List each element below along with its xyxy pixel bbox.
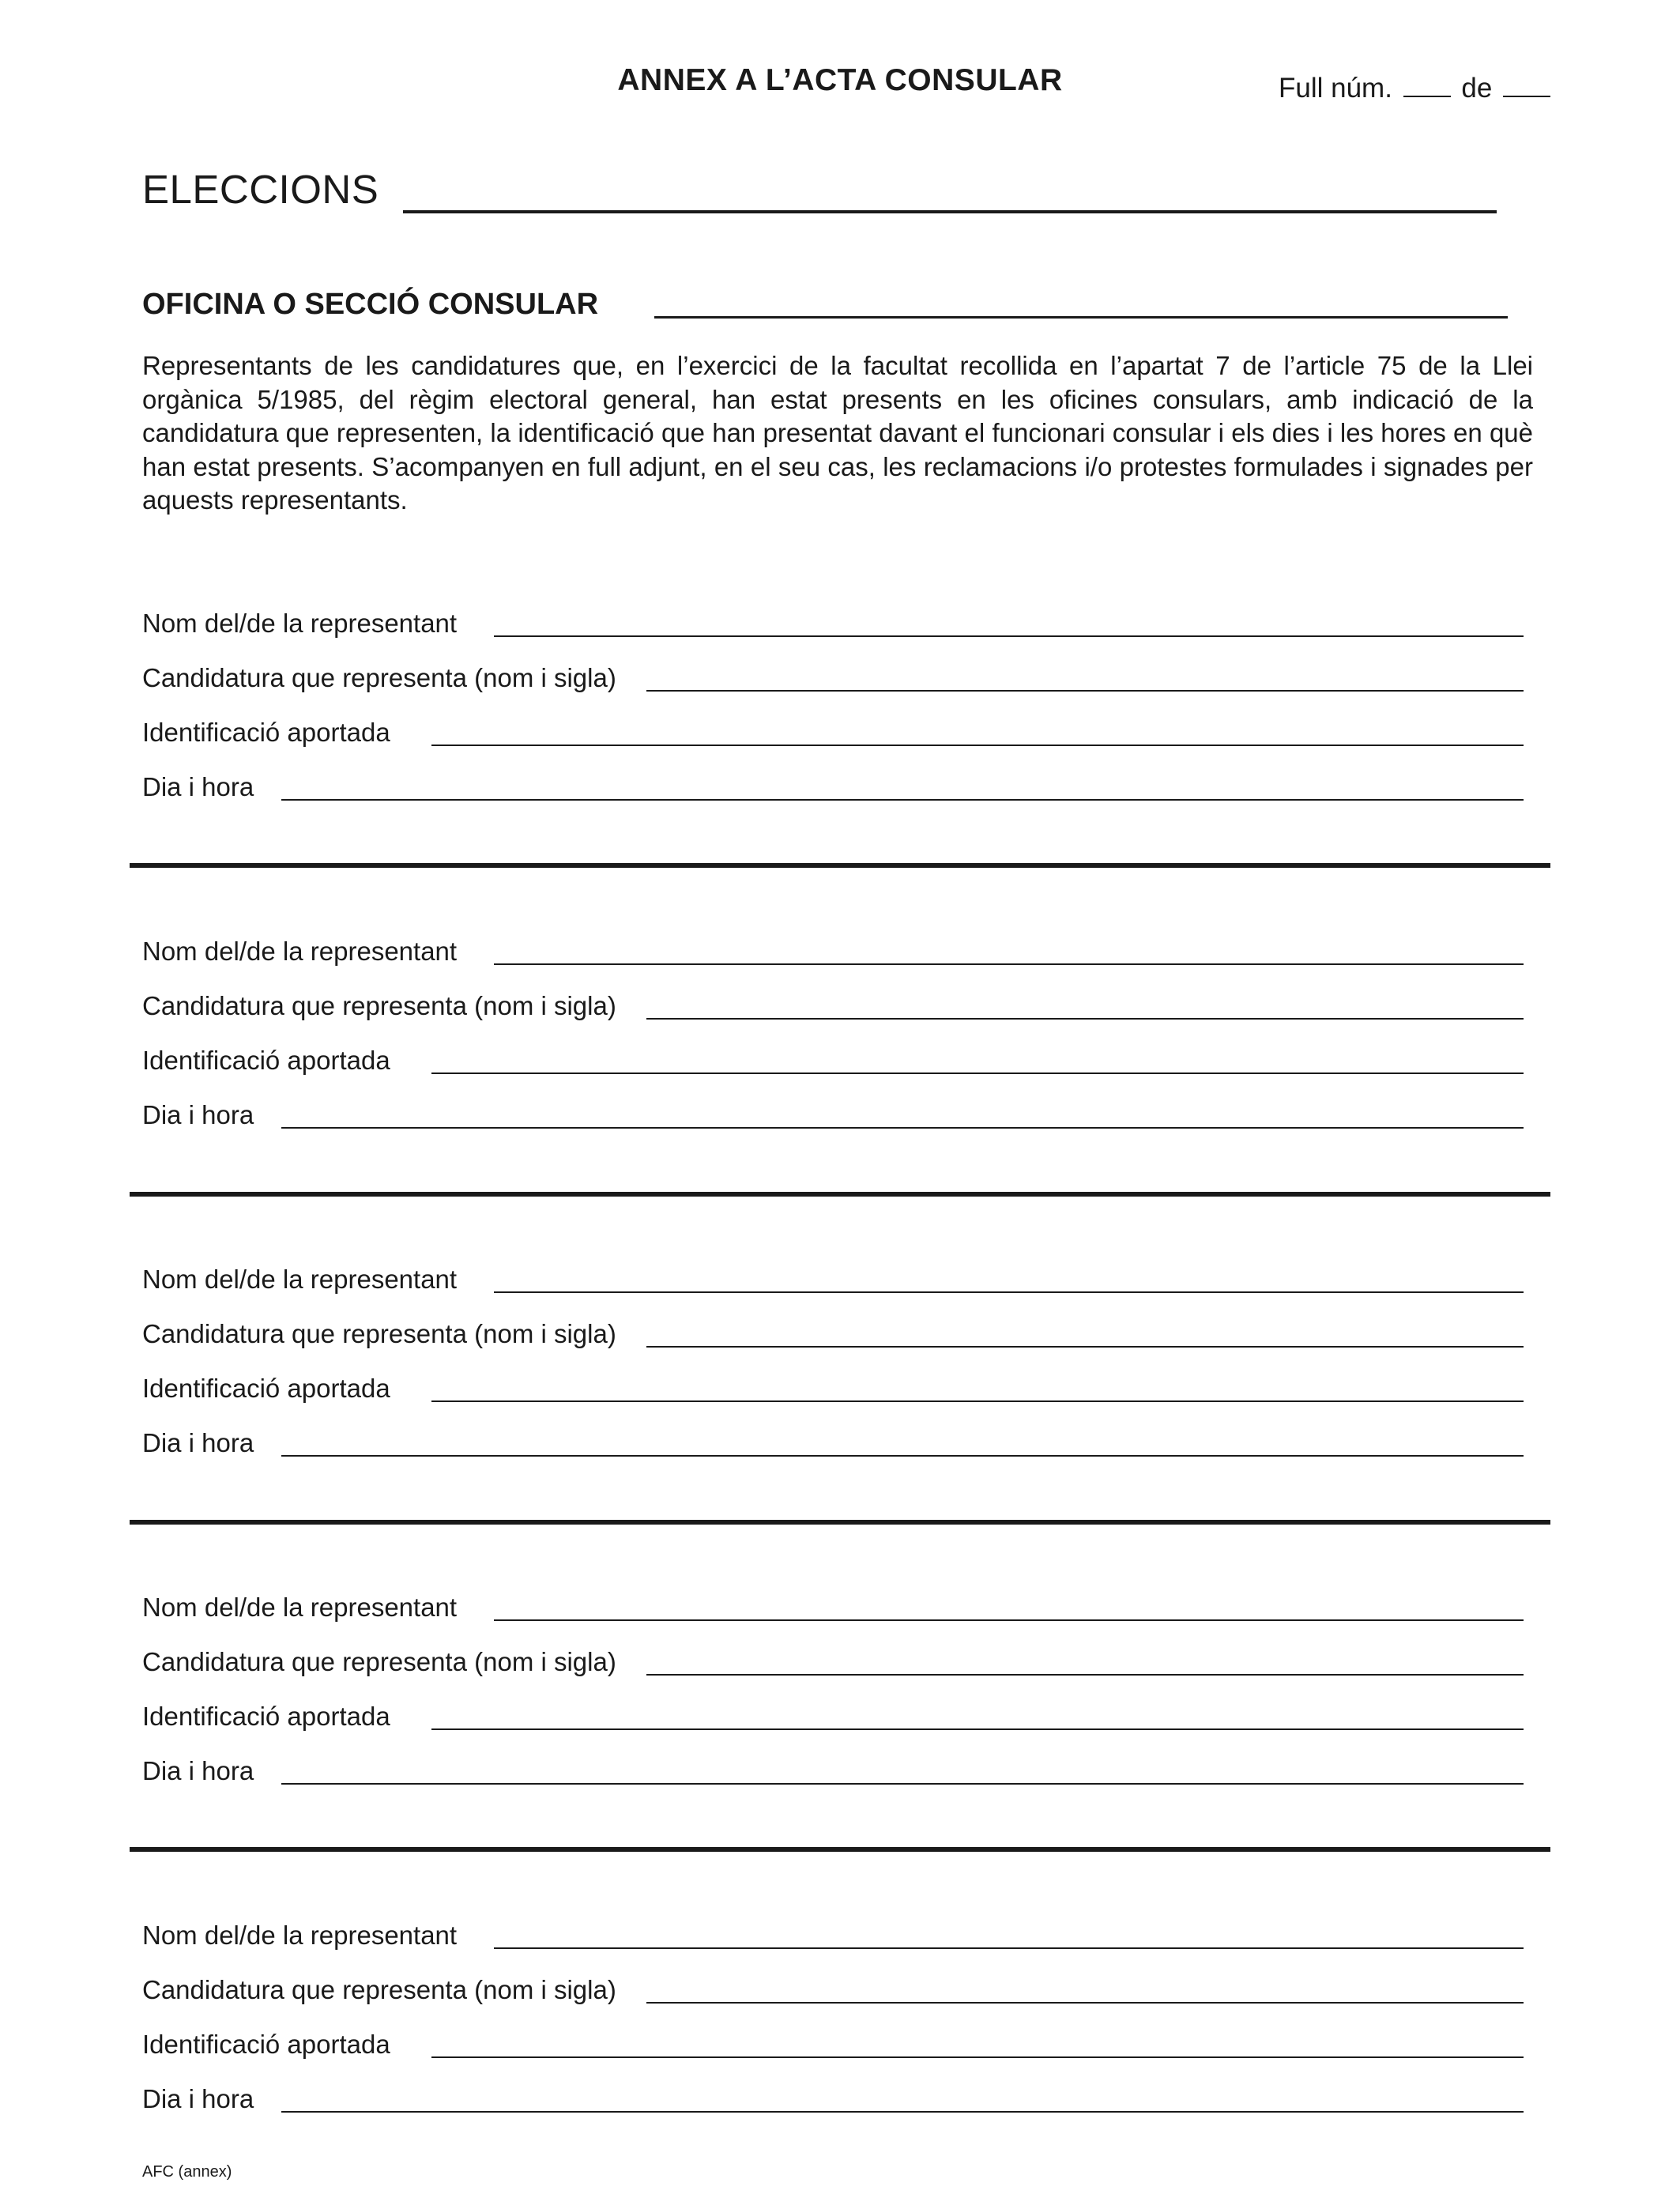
nom-representant-field[interactable] (494, 963, 1524, 965)
sheet-number-field[interactable] (1403, 74, 1451, 97)
nom-representant-label: Nom del/de la representant (142, 1265, 458, 1294)
nom-representant-label: Nom del/de la representant (142, 1593, 458, 1622)
candidatura-field[interactable] (646, 690, 1524, 692)
dia-hora-label: Dia i hora (142, 1756, 254, 1785)
nom-representant-label: Nom del/de la representant (142, 609, 458, 638)
candidatura-label: Candidatura que representa (nom i sigla) (142, 1647, 616, 1676)
candidatura-label: Candidatura que representa (nom i sigla) (142, 991, 616, 1020)
candidatura-label: Candidatura que representa (nom i sigla) (142, 663, 616, 692)
sheet-number-label: Full núm. (1279, 73, 1392, 104)
nom-representant-label: Nom del/de la representant (142, 1921, 458, 1950)
oficina-label: OFICINA O SECCIÓ CONSULAR (142, 288, 599, 321)
identificacio-field[interactable] (431, 745, 1524, 746)
sheet-number (1279, 73, 1554, 104)
intro-paragraph: Representants de les candidatures que, en l’exercici de la facultat recollida en l’apartat 7 de l’article 75 de la Llei orgànica 5/1985, del règim electoral general, han estat presents en les oficines consulars, amb indicació de la candidatura que representen, la identificació que han presentat davant el funcionari consular i els dies i les hores en què han estat presents. S’acompanyen en full adjunt, en el seu cas, les reclamacions i/o protestes formulades i signades per aquests representants. (142, 351, 1533, 515)
nom-representant-field[interactable] (494, 1619, 1524, 1621)
dia-hora-label: Dia i hora (142, 1428, 254, 1457)
footer-code: AFC (annex) (142, 2163, 232, 2181)
section-divider (130, 1192, 1550, 1197)
nom-representant-field[interactable] (494, 635, 1524, 637)
nom-representant-field[interactable] (494, 1291, 1524, 1293)
section-divider (130, 1520, 1550, 1525)
document-title: ANNEX A L’ACTA CONSULAR (617, 63, 1063, 97)
identificacio-label: Identificació aportada (142, 718, 390, 747)
dia-hora-label: Dia i hora (142, 1100, 254, 1129)
oficina-field[interactable] (654, 316, 1508, 319)
identificacio-field[interactable] (431, 1400, 1524, 1402)
eleccions-label: ELECCIONS (142, 167, 379, 212)
identificacio-field[interactable] (431, 2056, 1524, 2058)
sheet-total-field[interactable] (1503, 74, 1550, 97)
dia-hora-field[interactable] (281, 1127, 1524, 1129)
dia-hora-field[interactable] (281, 1455, 1524, 1457)
dia-hora-field[interactable] (281, 799, 1524, 801)
identificacio-label: Identificació aportada (142, 2030, 390, 2059)
section-divider (130, 1847, 1550, 1852)
candidatura-label: Candidatura que representa (nom i sigla) (142, 1319, 616, 1348)
identificacio-label: Identificació aportada (142, 1374, 390, 1403)
candidatura-field[interactable] (646, 1674, 1524, 1676)
eleccions-field[interactable] (403, 210, 1497, 213)
nom-representant-field[interactable] (494, 1947, 1524, 1949)
identificacio-field[interactable] (431, 1728, 1524, 1730)
nom-representant-label: Nom del/de la representant (142, 937, 458, 966)
dia-hora-label: Dia i hora (142, 2084, 254, 2113)
identificacio-label: Identificació aportada (142, 1046, 390, 1075)
candidatura-label: Candidatura que representa (nom i sigla) (142, 1975, 616, 2004)
sheet-total-label: de (1461, 73, 1493, 104)
identificacio-label: Identificació aportada (142, 1702, 390, 1731)
candidatura-field[interactable] (646, 1346, 1524, 1348)
dia-hora-field[interactable] (281, 2111, 1524, 2113)
candidatura-field[interactable] (646, 1018, 1524, 1020)
candidatura-field[interactable] (646, 2002, 1524, 2004)
identificacio-field[interactable] (431, 1072, 1524, 1074)
dia-hora-label: Dia i hora (142, 772, 254, 801)
section-divider (130, 863, 1550, 868)
dia-hora-field[interactable] (281, 1783, 1524, 1785)
